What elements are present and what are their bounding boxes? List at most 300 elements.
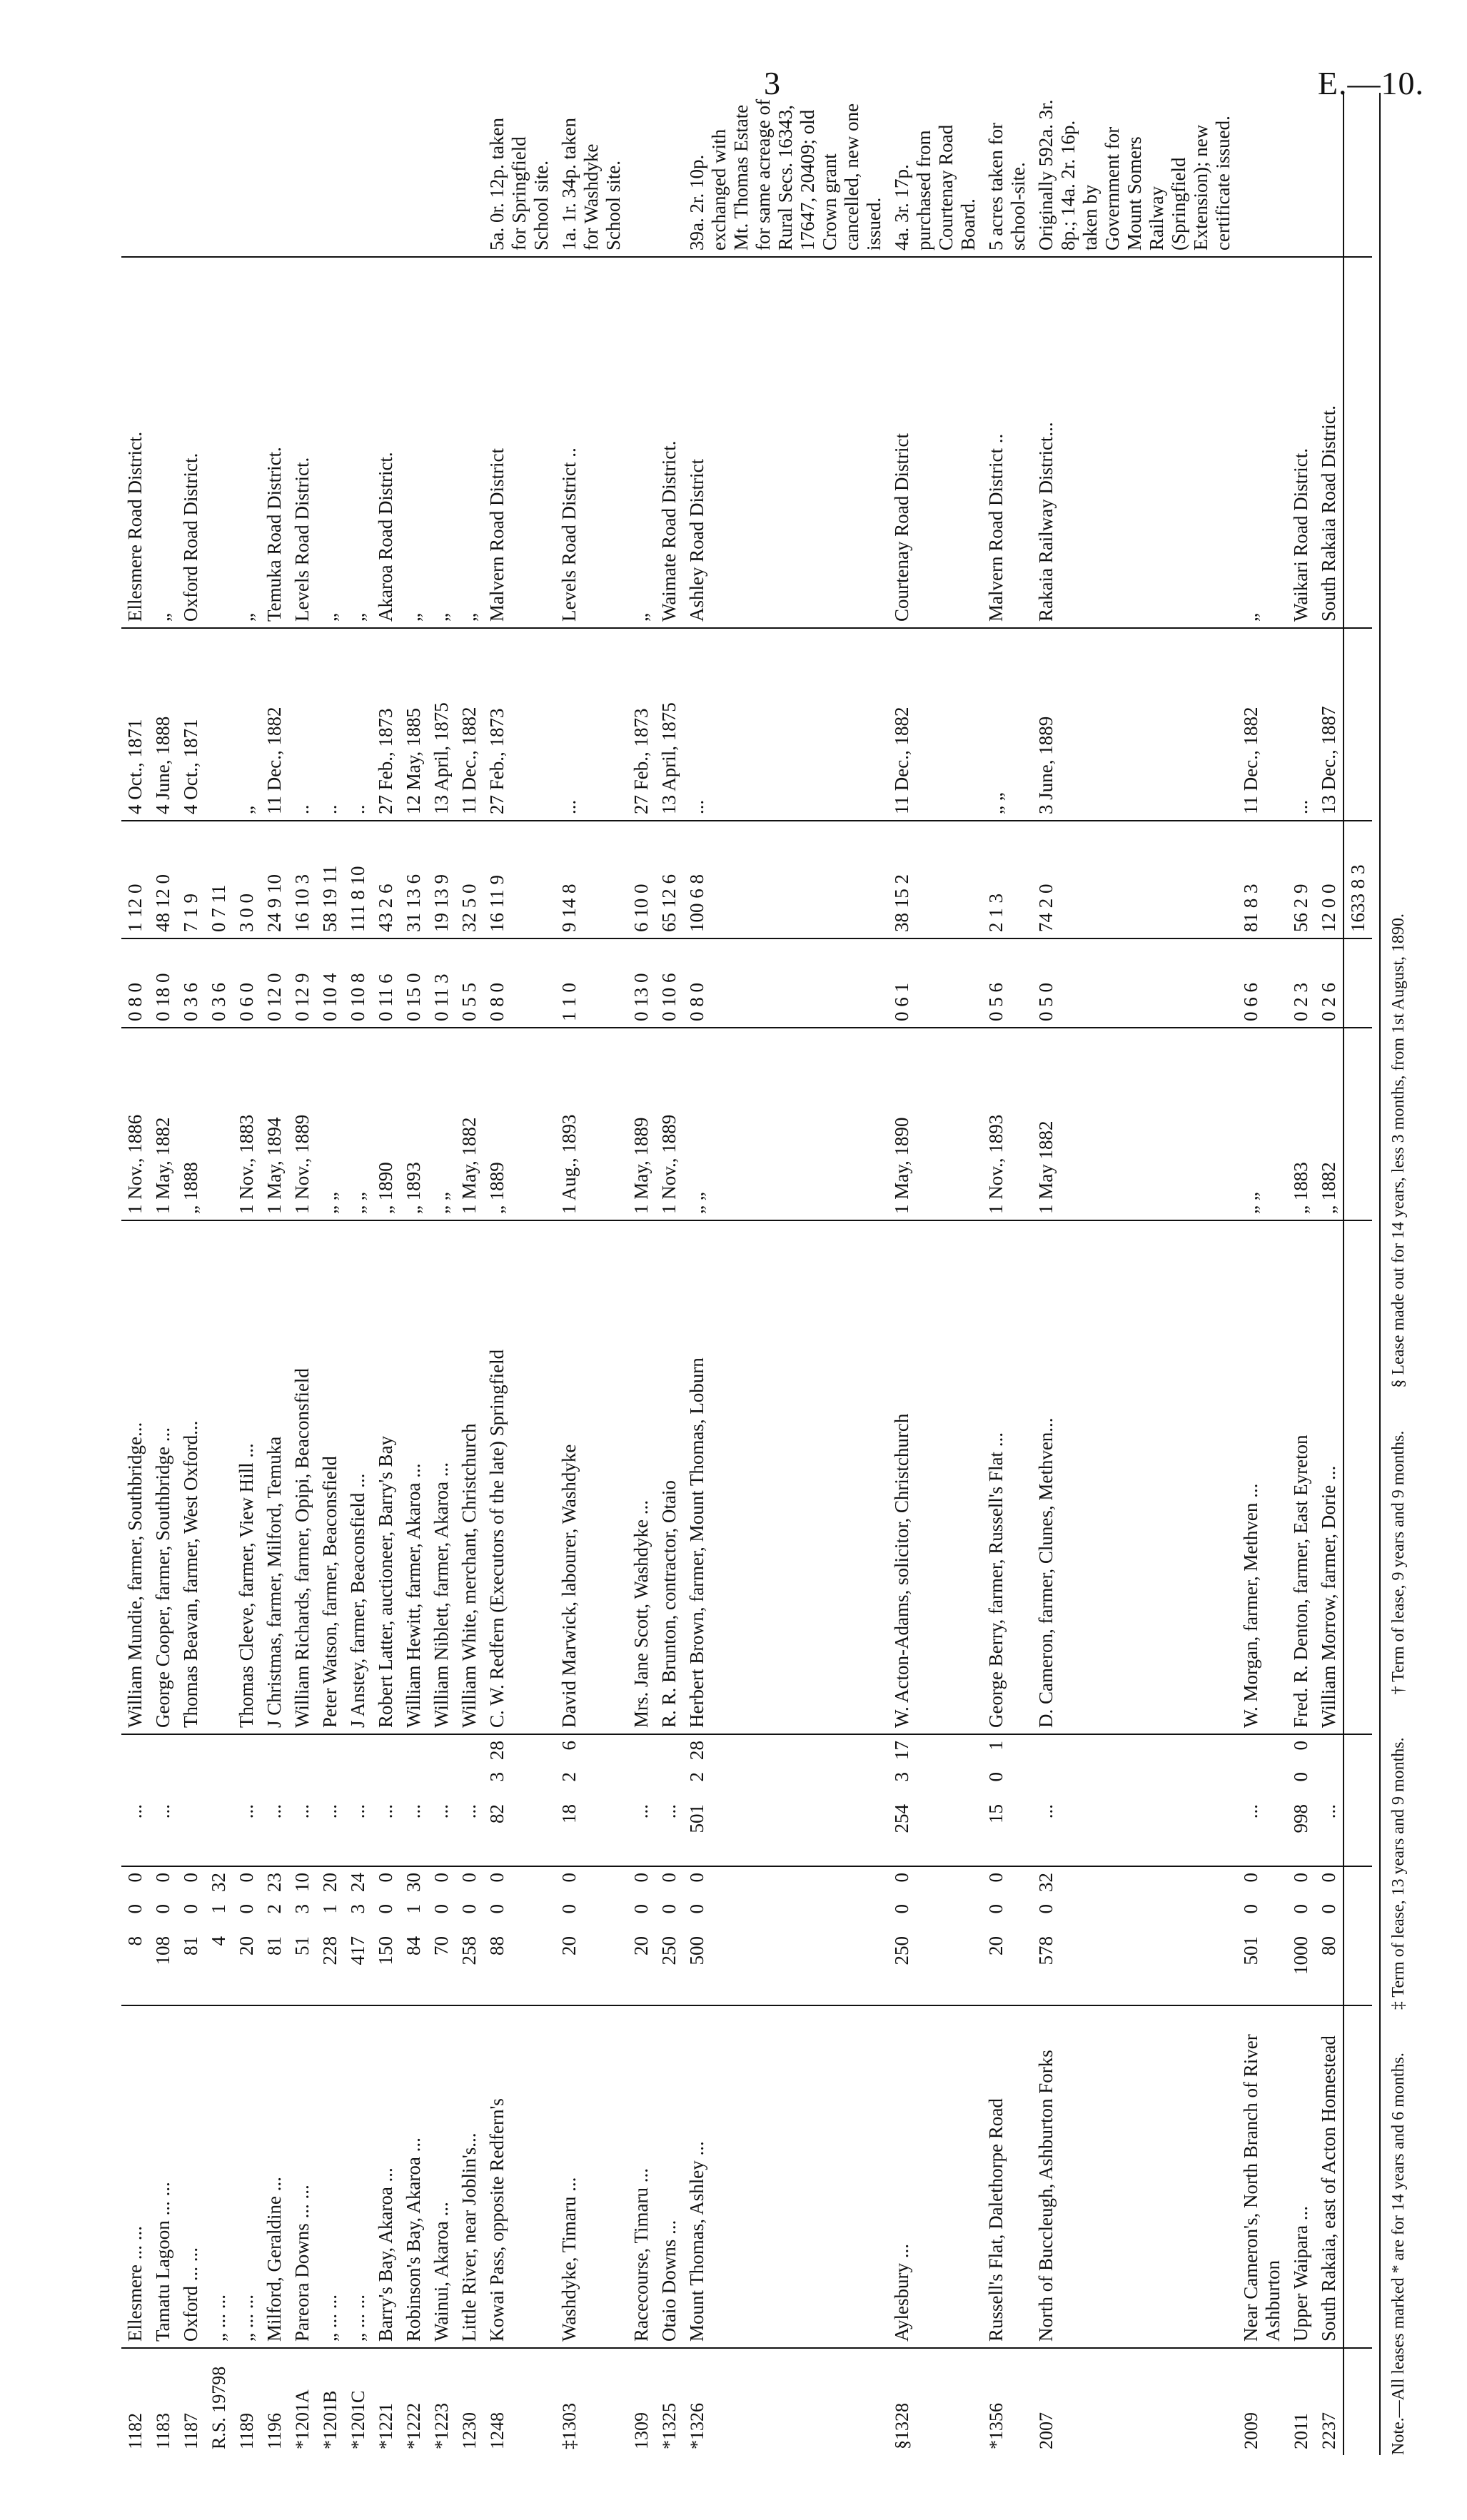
area-roods: 0 bbox=[558, 1904, 580, 1914]
vesting-date: 4 Oct., 1871 bbox=[177, 628, 205, 821]
vesting-date: 27 Feb., 1873 bbox=[627, 628, 655, 821]
table-row bbox=[1315, 93, 1344, 2455]
area-acres: 81 bbox=[261, 1931, 288, 2005]
granted-roods: 2 bbox=[686, 1772, 707, 1782]
area-acres: 1000 bbox=[1287, 1931, 1315, 2005]
vesting-date: .. bbox=[288, 628, 316, 821]
total-empty-cell bbox=[1344, 257, 1372, 628]
area-perches: 0 bbox=[124, 1873, 146, 1883]
granted-acres: 18 bbox=[555, 1798, 627, 1866]
area-acres: 51 bbox=[288, 1931, 316, 2005]
section-number: *1201B bbox=[320, 2390, 341, 2449]
locality: Little River, near Joblin's... bbox=[455, 2005, 483, 2348]
vesting-date: .. bbox=[316, 628, 344, 821]
total-empty-cell bbox=[1344, 1028, 1372, 1220]
annual-value: 100 6 8 bbox=[683, 821, 888, 938]
area-roods: 0 bbox=[1240, 1904, 1261, 1914]
rent-per-acre: 0 5 6 bbox=[982, 938, 1032, 1028]
granted-acres bbox=[205, 1798, 233, 1866]
area-perches: 0 bbox=[558, 1873, 580, 1883]
road-district: „ bbox=[344, 257, 372, 628]
remarks: Originally 592a. 3r. 8p.; 14a. 2r. 16p. taken by Government for Mount Somers Railway (Springfield Extension); new certificate issued. bbox=[1032, 93, 1237, 257]
area-acres: 20 bbox=[233, 1931, 261, 2005]
road-district: Rakaia Railway District... bbox=[1032, 257, 1237, 628]
area-perches: 20 bbox=[319, 1873, 341, 1892]
granted-acres: ... bbox=[1315, 1798, 1344, 1866]
locality: Washdyke, Timaru ... bbox=[555, 2005, 627, 2348]
section-number: *1223 bbox=[431, 2403, 452, 2449]
granted-roods bbox=[177, 1766, 205, 1798]
road-district: „ bbox=[233, 257, 261, 628]
area-roods: 0 bbox=[1318, 1904, 1339, 1914]
road-district: Ellesmere Road District. bbox=[121, 257, 149, 628]
area-acres: 250 bbox=[655, 1931, 683, 2005]
remarks bbox=[233, 93, 261, 257]
lessee-name: W. Morgan, farmer, Methven ... bbox=[1237, 1220, 1287, 1734]
vesting-date: ... bbox=[555, 628, 627, 821]
locality: Milford, Geraldine ... bbox=[261, 2005, 288, 2348]
lease-date: „ 1888 bbox=[177, 1028, 205, 1220]
locality: Mount Thomas, Ashley ... bbox=[683, 2005, 888, 2348]
table-row bbox=[177, 93, 205, 2455]
area-acres: 84 bbox=[400, 1931, 428, 2005]
rent-per-acre: 0 11 6 bbox=[372, 938, 400, 1028]
granted-roods bbox=[205, 1766, 233, 1798]
lessee-name: Peter Watson, farmer, Beaconsfield bbox=[316, 1220, 344, 1734]
area-perches: 0 bbox=[686, 1873, 707, 1883]
area-acres: 417 bbox=[344, 1931, 372, 2005]
lessee-name: D. Cameron, farmer, Clunes, Methven... bbox=[1032, 1220, 1237, 1734]
area-roods: 0 bbox=[486, 1904, 508, 1914]
remarks bbox=[1287, 93, 1315, 257]
rent-per-acre: 0 3 6 bbox=[177, 938, 205, 1028]
road-district: „ bbox=[627, 257, 655, 628]
locality: Near Cameron's, North Branch of River Ashburton bbox=[1237, 2005, 1287, 2348]
table-row bbox=[1032, 93, 1237, 2455]
granted-roods: 3 bbox=[891, 1772, 912, 1782]
area-roods: 0 bbox=[180, 1904, 201, 1914]
remarks: 39a. 2r. 10p. exchanged with Mt. Thomas Estate for same acreage of Rural Secs. 16343, 17647, 20409; old Crown grant cancelled, new one issued. bbox=[683, 93, 888, 257]
area-acres: 20 bbox=[555, 1931, 627, 2005]
locality: Ellesmere ... ... bbox=[121, 2005, 149, 2348]
road-district: Malvern Road District bbox=[483, 257, 555, 628]
total-empty-cell bbox=[1344, 628, 1372, 821]
total-value: 1633 8 3 bbox=[1344, 821, 1372, 938]
area-perches: 0 bbox=[375, 1873, 396, 1883]
granted-acres: ... bbox=[1032, 1798, 1237, 1866]
table-row bbox=[555, 93, 627, 2455]
rent-per-acre: 0 12 0 bbox=[261, 938, 288, 1028]
area-perches: 0 bbox=[1240, 1873, 1261, 1883]
granted-perches bbox=[149, 1734, 177, 1766]
rent-per-acre: 0 10 6 bbox=[655, 938, 683, 1028]
annual-value: 7 1 9 bbox=[177, 821, 205, 938]
rent-per-acre: 0 3 6 bbox=[205, 938, 233, 1028]
area-acres: 578 bbox=[1032, 1931, 1237, 2005]
series-code: E.—10. bbox=[1317, 65, 1424, 101]
area-perches: 0 bbox=[658, 1873, 680, 1883]
area-perches: 0 bbox=[430, 1873, 452, 1883]
granted-acres: ... bbox=[288, 1798, 316, 1866]
granted-roods bbox=[288, 1766, 316, 1798]
annual-value: 111 8 10 bbox=[344, 821, 372, 938]
granted-roods bbox=[121, 1766, 149, 1798]
area-roods: 2 bbox=[263, 1904, 285, 1914]
annual-value: 74 2 0 bbox=[1032, 821, 1237, 938]
table-row bbox=[483, 93, 555, 2455]
lease-date: „ 1883 bbox=[1287, 1028, 1315, 1220]
area-acres: 8 bbox=[121, 1931, 149, 2005]
granted-roods: 0 bbox=[1290, 1772, 1311, 1782]
annual-value: 16 10 3 bbox=[288, 821, 316, 938]
lessee-name: Mrs. Jane Scott, Washdyke ... bbox=[627, 1220, 655, 1734]
section-number: 1182 bbox=[125, 2412, 146, 2449]
lessee-name: J Christmas, farmer, Milford, Temuka bbox=[261, 1220, 288, 1734]
road-district bbox=[205, 257, 233, 628]
granted-perches: 6 bbox=[558, 1741, 580, 1751]
annual-value: 1 12 0 bbox=[121, 821, 149, 938]
table-row bbox=[1237, 93, 1287, 2455]
granted-perches bbox=[400, 1734, 428, 1766]
lease-rows bbox=[121, 93, 1372, 2455]
annual-value: 32 5 0 bbox=[455, 821, 483, 938]
granted-roods bbox=[400, 1766, 428, 1798]
granted-perches bbox=[288, 1734, 316, 1766]
lessee-name: J Anstey, farmer, Beaconsfield ... bbox=[344, 1220, 372, 1734]
area-roods: 0 bbox=[124, 1904, 146, 1914]
lease-date: „ „ bbox=[1237, 1028, 1287, 1220]
section-number: 2011 bbox=[1291, 2412, 1311, 2449]
lease-date: „ 1889 bbox=[483, 1028, 555, 1220]
annual-value: 12 0 0 bbox=[1315, 821, 1344, 938]
section-number: R.S. 19798 bbox=[208, 2366, 229, 2449]
annual-value: 48 12 0 bbox=[149, 821, 177, 938]
section-number: 1196 bbox=[264, 2412, 285, 2449]
road-district: Levels Road District .. bbox=[555, 257, 627, 628]
vesting-date: 13 April, 1875 bbox=[428, 628, 455, 821]
locality: South Rakaia, east of Acton Homestead bbox=[1315, 2005, 1344, 2348]
annual-value: 81 8 3 bbox=[1237, 821, 1287, 938]
table-row bbox=[205, 93, 233, 2455]
area-acres: 88 bbox=[483, 1931, 555, 2005]
area-roods: 0 bbox=[458, 1904, 480, 1914]
lessee-name bbox=[205, 1220, 233, 1734]
lease-date: 1 May, 1882 bbox=[455, 1028, 483, 1220]
area-roods: 0 bbox=[891, 1904, 912, 1914]
granted-acres: ... bbox=[455, 1798, 483, 1866]
area-roods: 3 bbox=[291, 1904, 313, 1914]
granted-acres: 15 bbox=[982, 1798, 1032, 1866]
vesting-date bbox=[205, 628, 233, 821]
section-number: 1189 bbox=[236, 2412, 257, 2449]
area-acres: 80 bbox=[1315, 1931, 1344, 2005]
area-perches: 0 bbox=[1318, 1873, 1339, 1883]
area-acres: 150 bbox=[372, 1931, 400, 2005]
section-number: *1222 bbox=[403, 2403, 424, 2449]
vesting-date: 11 Dec., 1882 bbox=[455, 628, 483, 821]
total-empty-cell bbox=[1344, 1766, 1372, 1798]
granted-perches: 1 bbox=[985, 1741, 1007, 1751]
section-number: *1201A bbox=[292, 2389, 313, 2449]
area-acres: 500 bbox=[683, 1931, 888, 2005]
rent-per-acre: 0 15 0 bbox=[400, 938, 428, 1028]
remarks bbox=[344, 93, 372, 257]
table-row bbox=[400, 93, 428, 2455]
granted-perches: 28 bbox=[686, 1741, 707, 1760]
total-empty-cell bbox=[1344, 2005, 1372, 2348]
locality: Otaio Downs ... bbox=[655, 2005, 683, 2348]
granted-acres: 254 bbox=[888, 1798, 982, 1866]
area-acres: 20 bbox=[982, 1931, 1032, 2005]
total-empty-cell bbox=[1344, 1220, 1372, 1734]
rent-per-acre: 0 6 6 bbox=[1237, 938, 1287, 1028]
road-district: „ bbox=[400, 257, 428, 628]
annual-value: 6 10 0 bbox=[627, 821, 655, 938]
rent-per-acre: 0 8 0 bbox=[121, 938, 149, 1028]
area-roods: 1 bbox=[403, 1904, 424, 1914]
annual-value: 58 19 11 bbox=[316, 821, 344, 938]
area-perches: 0 bbox=[985, 1873, 1007, 1883]
vesting-date: 27 Feb., 1873 bbox=[483, 628, 555, 821]
remarks: 4a. 3r. 17p. purchased from Courtenay Road Board. bbox=[888, 93, 982, 257]
rent-per-acre: 0 10 8 bbox=[344, 938, 372, 1028]
lease-date: „ „ bbox=[344, 1028, 372, 1220]
locality: Wainui, Akaroa ... bbox=[428, 2005, 455, 2348]
lessee-name: Herbert Brown, farmer, Mount Thomas, Loburn bbox=[683, 1220, 888, 1734]
granted-perches bbox=[1315, 1734, 1344, 1766]
road-district: Courtenay Road District bbox=[888, 257, 982, 628]
remarks: 5 acres taken for school-site. bbox=[982, 93, 1032, 257]
granted-perches bbox=[233, 1734, 261, 1766]
annual-value: 31 13 6 bbox=[400, 821, 428, 938]
lessee-name: Thomas Beavan, farmer, West Oxford... bbox=[177, 1220, 205, 1734]
granted-perches bbox=[428, 1734, 455, 1766]
rent-per-acre: 0 8 0 bbox=[483, 938, 555, 1028]
table-row bbox=[316, 93, 344, 2455]
table-row bbox=[372, 93, 400, 2455]
area-perches: 0 bbox=[486, 1873, 508, 1883]
lease-date: 1 May, 1890 bbox=[888, 1028, 982, 1220]
granted-acres: 998 bbox=[1287, 1798, 1315, 1866]
section-number: *1356 bbox=[986, 2403, 1007, 2449]
locality: Kowai Pass, opposite Redfern's bbox=[483, 2005, 555, 2348]
locality: „ ... ... bbox=[233, 2005, 261, 2348]
area-perches: 0 bbox=[630, 1873, 652, 1883]
lease-date: 1 Nov., 1889 bbox=[655, 1028, 683, 1220]
table-row bbox=[655, 93, 683, 2455]
granted-acres: ... bbox=[233, 1798, 261, 1866]
section-number: ‡1303 bbox=[559, 2403, 580, 2449]
area-acres: 4 bbox=[205, 1931, 233, 2005]
lease-date: 1 Nov., 1883 bbox=[233, 1028, 261, 1220]
vesting-date: „ „ bbox=[982, 628, 1032, 821]
lease-date: „ 1893 bbox=[400, 1028, 428, 1220]
rent-per-acre: 0 5 0 bbox=[1032, 938, 1237, 1028]
remarks bbox=[177, 93, 205, 257]
lessee-name: George Berry, farmer, Russell's Flat ... bbox=[982, 1220, 1032, 1734]
vesting-date: ... bbox=[683, 628, 888, 821]
lease-date bbox=[205, 1028, 233, 1220]
area-roods: 0 bbox=[1290, 1904, 1311, 1914]
section-number: 1183 bbox=[153, 2412, 173, 2449]
locality: Pareora Downs ... ... bbox=[288, 2005, 316, 2348]
rent-per-acre: 0 11 3 bbox=[428, 938, 455, 1028]
rent-per-acre: 0 2 6 bbox=[1315, 938, 1344, 1028]
total-empty-cell bbox=[1344, 93, 1372, 257]
area-perches: 0 bbox=[236, 1873, 257, 1883]
vesting-date: 4 June, 1888 bbox=[149, 628, 177, 821]
rent-per-acre: 0 10 4 bbox=[316, 938, 344, 1028]
granted-roods bbox=[149, 1766, 177, 1798]
total-empty-cell bbox=[1344, 938, 1372, 1028]
locality: „ ... ... bbox=[344, 2005, 372, 2348]
area-roods: 0 bbox=[630, 1904, 652, 1914]
granted-acres: 501 bbox=[683, 1798, 888, 1866]
granted-acres: ... bbox=[372, 1798, 400, 1866]
granted-perches bbox=[627, 1734, 655, 1766]
area-perches: 0 bbox=[152, 1873, 173, 1883]
locality: Russell's Flat, Dalethorpe Road bbox=[982, 2005, 1032, 2348]
table-row bbox=[288, 93, 316, 2455]
total-empty-cell bbox=[1344, 1898, 1372, 1931]
area-roods: 0 bbox=[375, 1904, 396, 1914]
road-district: Ashley Road District bbox=[683, 257, 888, 628]
granted-perches bbox=[655, 1734, 683, 1766]
annual-value: 65 12 6 bbox=[655, 821, 683, 938]
annual-value: 16 11 9 bbox=[483, 821, 555, 938]
table-row bbox=[149, 93, 177, 2455]
section-number: *1221 bbox=[375, 2403, 396, 2449]
vesting-date: 11 Dec., 1882 bbox=[261, 628, 288, 821]
road-district: „ bbox=[316, 257, 344, 628]
lease-date: „ 1890 bbox=[372, 1028, 400, 1220]
total-empty-cell bbox=[1344, 1866, 1372, 1898]
lessee-name: David Marwick, labourer, Washdyke bbox=[555, 1220, 627, 1734]
remarks: 1a. 1r. 34p. taken for Washdyke School site. bbox=[555, 93, 627, 257]
annual-value: 2 1 3 bbox=[982, 821, 1032, 938]
annual-value: 56 2 9 bbox=[1287, 821, 1315, 938]
section-number: 1230 bbox=[459, 2412, 480, 2449]
area-perches: 10 bbox=[291, 1873, 313, 1892]
note-13-years: ‡ Term of lease, 13 years and 9 months. bbox=[1389, 1737, 1408, 2010]
lessee-name: William Niblett, farmer, Akaroa ... bbox=[428, 1220, 455, 1734]
remarks bbox=[261, 93, 288, 257]
locality: North of Buccleugh, Ashburton Forks bbox=[1032, 2005, 1237, 2348]
lessee-name: Robert Latter, auctioneer, Barry's Bay bbox=[372, 1220, 400, 1734]
table-row bbox=[121, 93, 149, 2455]
section-number: *1201C bbox=[348, 2390, 368, 2449]
lease-date: „ 1882 bbox=[1315, 1028, 1344, 1220]
lessee-name: William Morrow, farmer, Dorie ... bbox=[1315, 1220, 1344, 1734]
granted-acres: 82 bbox=[483, 1798, 555, 1866]
section-number: 2007 bbox=[1036, 2412, 1057, 2449]
granted-acres bbox=[177, 1798, 205, 1866]
area-roods: 1 bbox=[319, 1904, 341, 1914]
road-district: „ bbox=[455, 257, 483, 628]
lessee-name: George Cooper, farmer, Southbridge ... bbox=[149, 1220, 177, 1734]
area-perches: 30 bbox=[403, 1873, 424, 1892]
lease-date: 1 May 1882 bbox=[1032, 1028, 1237, 1220]
area-perches: 0 bbox=[1290, 1873, 1311, 1883]
remarks bbox=[205, 93, 233, 257]
rent-per-acre: 0 5 5 bbox=[455, 938, 483, 1028]
table-row bbox=[1287, 93, 1315, 2455]
granted-perches bbox=[372, 1734, 400, 1766]
road-district: „ bbox=[428, 257, 455, 628]
annual-value: 24 9 10 bbox=[261, 821, 288, 938]
table-row bbox=[455, 93, 483, 2455]
granted-acres: ... bbox=[261, 1798, 288, 1866]
lessee-name: Thomas Cleeve, farmer, View Hill ... bbox=[233, 1220, 261, 1734]
granted-roods bbox=[1315, 1766, 1344, 1798]
area-roods: 0 bbox=[430, 1904, 452, 1914]
granted-roods bbox=[233, 1766, 261, 1798]
area-roods: 0 bbox=[686, 1904, 707, 1914]
total-row bbox=[1344, 93, 1372, 2455]
section-number: *1325 bbox=[659, 2403, 680, 2449]
vesting-date: 4 Oct., 1871 bbox=[121, 628, 149, 821]
lease-date: „ „ bbox=[683, 1028, 888, 1220]
lessee-name: William Hewitt, farmer, Akaroa ... bbox=[400, 1220, 428, 1734]
lessee-name: William Richards, farmer, Opipi, Beaconsfield bbox=[288, 1220, 316, 1734]
granted-perches bbox=[455, 1734, 483, 1766]
road-district: Malvern Road District .. bbox=[982, 257, 1032, 628]
granted-acres: ... bbox=[627, 1798, 655, 1866]
lessee-name: C. W. Redfern (Executors of the late) Springfield bbox=[483, 1220, 555, 1734]
area-acres: 20 bbox=[627, 1931, 655, 2005]
area-perches: 32 bbox=[208, 1873, 229, 1892]
rent-per-acre: 0 18 0 bbox=[149, 938, 177, 1028]
area-roods: 1 bbox=[208, 1904, 229, 1914]
granted-roods: 0 bbox=[985, 1772, 1007, 1782]
total-empty-cell bbox=[1344, 2348, 1372, 2455]
road-district: South Rakaia Road District. bbox=[1315, 257, 1344, 628]
granted-perches bbox=[316, 1734, 344, 1766]
rent-per-acre: 0 12 9 bbox=[288, 938, 316, 1028]
annual-value: 19 13 9 bbox=[428, 821, 455, 938]
granted-roods bbox=[372, 1766, 400, 1798]
granted-roods bbox=[655, 1766, 683, 1798]
vesting-date: 11 Dec., 1882 bbox=[1237, 628, 1287, 821]
vesting-date: „ bbox=[233, 628, 261, 821]
lease-date: „ „ bbox=[428, 1028, 455, 1220]
area-roods: 0 bbox=[152, 1904, 173, 1914]
granted-acres: ... bbox=[316, 1798, 344, 1866]
annual-value: 43 2 6 bbox=[372, 821, 400, 938]
total-empty-cell bbox=[1344, 1734, 1372, 1766]
area-acres: 501 bbox=[1237, 1931, 1287, 2005]
road-district: Levels Road District. bbox=[288, 257, 316, 628]
rotated-table-region bbox=[121, 93, 1435, 2455]
area-perches: 24 bbox=[347, 1873, 368, 1892]
area-acres: 250 bbox=[888, 1931, 982, 2005]
rent-per-acre: 0 13 0 bbox=[627, 938, 655, 1028]
remarks bbox=[149, 93, 177, 257]
lease-date: 1 Nov., 1886 bbox=[121, 1028, 149, 1220]
granted-acres: ... bbox=[344, 1798, 372, 1866]
granted-perches bbox=[261, 1734, 288, 1766]
area-acres: 70 bbox=[428, 1931, 455, 2005]
section-number: §1328 bbox=[892, 2403, 912, 2449]
area-roods: 0 bbox=[658, 1904, 680, 1914]
note-14-years: Note.—All leases marked * are for 14 years and 6 months. bbox=[1389, 2053, 1408, 2455]
vesting-date: 27 Feb., 1873 bbox=[372, 628, 400, 821]
granted-perches: 17 bbox=[891, 1741, 912, 1760]
section-number: 2237 bbox=[1319, 2412, 1339, 2449]
area-perches: 0 bbox=[458, 1873, 480, 1883]
road-district: Akaroa Road District. bbox=[372, 257, 400, 628]
area-perches: 0 bbox=[891, 1873, 912, 1883]
